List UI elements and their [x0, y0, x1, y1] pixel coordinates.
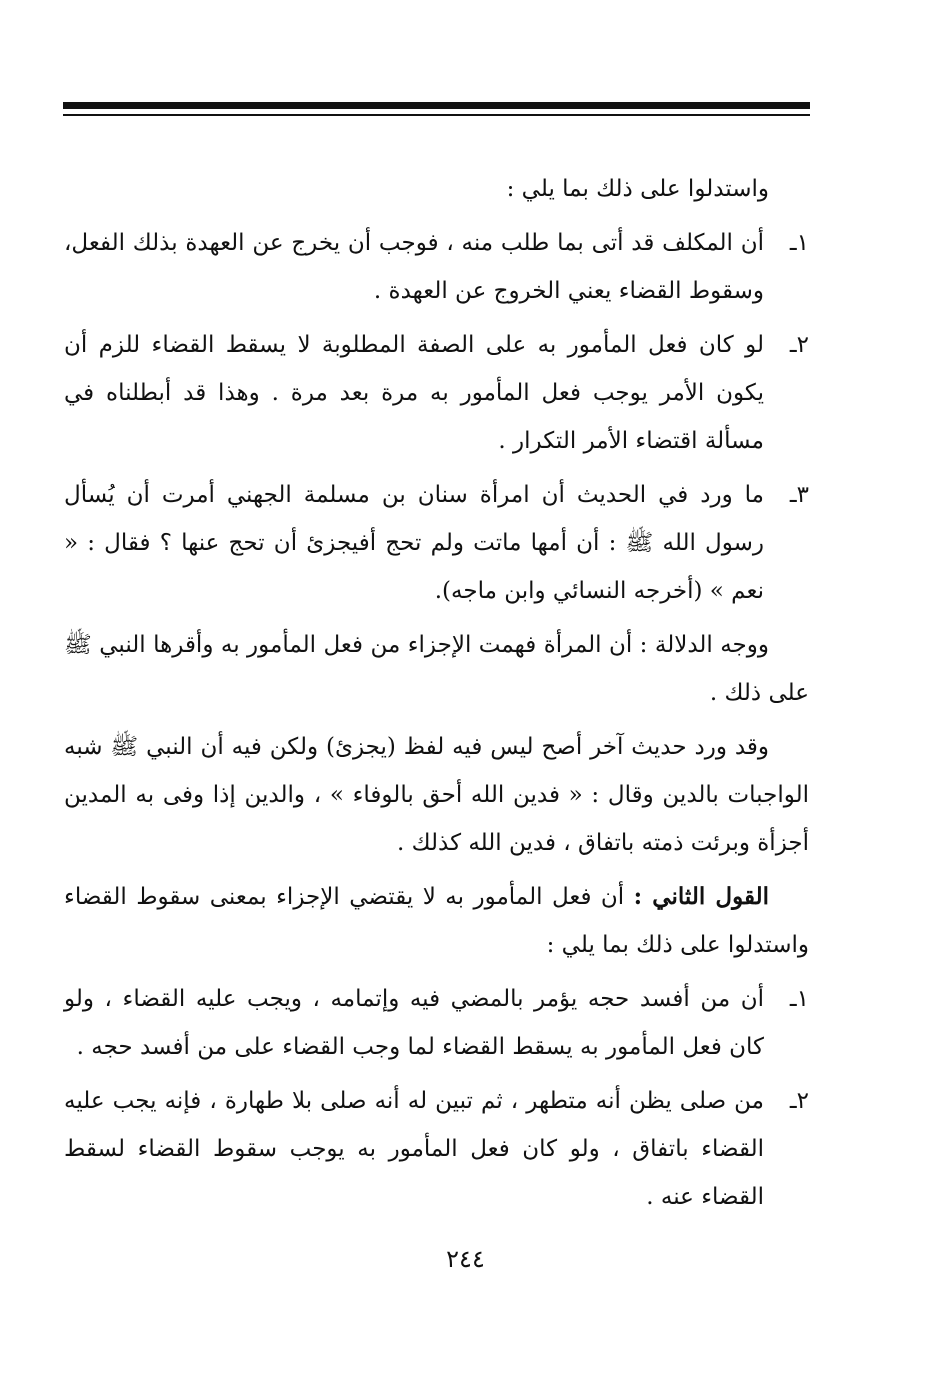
second-opinion-text: أن فعل المأمور به لا يقتضي الإجزاء بمعنى سقوط القضاء واستدلوا على ذلك بما يلي :	[64, 884, 809, 958]
first-evidence-list	[64, 219, 809, 615]
evidence-explanation-paragraph: ووجه الدلالة : أن المرأة فهمت الإجزاء من فعل المأمور به وأقرها النبي ﷺ على ذلك .	[64, 632, 809, 706]
item-text: أن المكلف قد أتى بما طلب منه ، فوجب أن يخرج عن العهدة بذلك الفعل، وسقوط القضاء يعني الخروج عن العهدة .	[64, 230, 764, 304]
list-item	[64, 219, 809, 315]
hadith-note-paragraph: وقد ورد حديث آخر أصح ليس فيه لفظ (يجزئ) ولكن فيه أن النبي ﷺ شبه الواجبات بالدين وقال : « فدين الله أحق بالوفاء » ، والدين إذا وفى به المدين أجزأة وبرئت ذمته باتفاق ، فدين الله كذلك .	[64, 734, 809, 856]
intro-paragraph: واستدلوا على ذلك بما يلي :	[506, 176, 769, 202]
item-text: أن من أفسد حجه يؤمر بالمضي فيه وإتمامه ، ويجب عليه القضاء ، ولو كان فعل المأمور به يسقط القضاء لما وجب القضاء على من أفسد حجه .	[64, 986, 764, 1060]
second-evidence-list	[64, 975, 809, 1221]
header-rule-thin	[63, 114, 810, 116]
list-item	[64, 471, 809, 615]
page-number: ٢٤٤	[446, 1245, 485, 1273]
item-number: ١ـ	[789, 230, 809, 256]
header-rule-thick	[63, 102, 810, 109]
page-body	[64, 165, 809, 1227]
second-opinion-label: القول الثاني :	[633, 883, 769, 910]
item-number: ٢ـ	[789, 1088, 809, 1114]
item-text: من صلى يظن أنه متطهر ، ثم تبين له أنه صلى بلا طهارة ، فإنه يجب عليه القضاء باتفاق ، ولو كان فعل المأمور به يوجب سقوط القضاء لسقط القضاء عنه .	[64, 1088, 764, 1210]
item-text: لو كان فعل المأمور به على الصفة المطلوبة لا يسقط القضاء للزم أن يكون الأمر يوجب فعل المأمور به مرة بعد مرة . وهذا قد أبطلناه في مسألة اقتضاء الأمر التكرار .	[64, 332, 764, 454]
item-number: ١ـ	[789, 986, 809, 1012]
item-text: ما ورد في الحديث أن امرأة سنان بن مسلمة الجهني أمرت أن يُسأل رسول الله ﷺ : أن أمها ماتت ولم تحج أفيجزئ أن تحج عنها ؟ فقال : « نعم » (أخرجه النسائي وابن ماجه).	[64, 482, 764, 604]
list-item	[64, 321, 809, 465]
list-item	[64, 975, 809, 1071]
item-number: ٣ـ	[789, 482, 809, 508]
second-opinion-paragraph	[64, 873, 809, 969]
list-item	[64, 1077, 809, 1221]
item-number: ٢ـ	[789, 332, 809, 358]
